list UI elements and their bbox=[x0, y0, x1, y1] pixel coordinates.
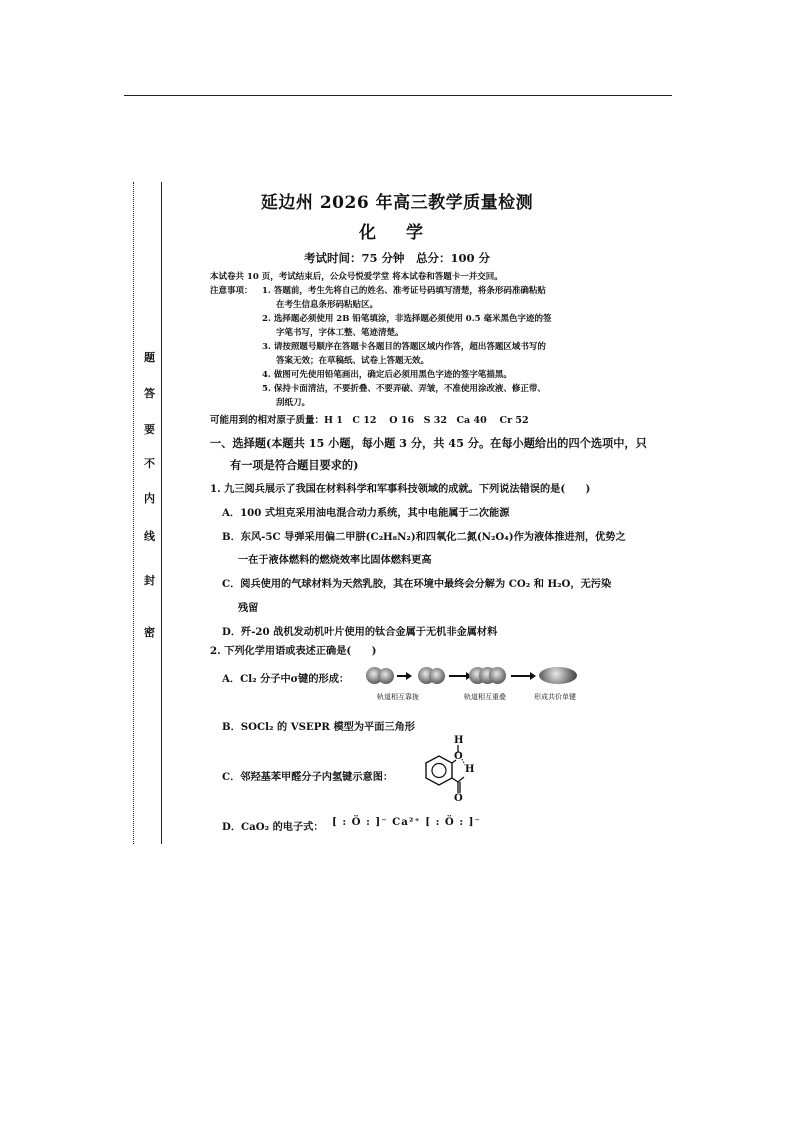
atom-o-aldehyde: O bbox=[454, 793, 463, 804]
seal-char-1: 密 bbox=[144, 626, 155, 639]
note-line-5: 3. 请按照题号顺序在答题卡各题目的答题区域内作答，超出答题区域书写的 bbox=[262, 342, 546, 352]
caption-bond: 形成共价单键 bbox=[534, 693, 576, 701]
q1-option-b-line2: 一在于液体燃料的燃烧效率比固体燃料更高 bbox=[238, 554, 432, 566]
arrow-right-icon bbox=[511, 675, 531, 677]
q1-option-b-line1: B．东风-5C 导弹采用偏二甲肼(C₂H₈N₂)和四氧化二氮(N₂O₄)作为液体推进剂，优势之 bbox=[222, 531, 626, 543]
seal-char-5: 不 bbox=[144, 457, 155, 470]
orbital-sphere-icon bbox=[429, 668, 445, 684]
q2-option-c: C．邻羟基苯甲醛分子内氢键示意图： bbox=[222, 771, 394, 783]
seal-char-7: 答 bbox=[144, 387, 155, 400]
section-heading-line-2: 有一项是符合题目要求的) bbox=[230, 458, 359, 472]
q1-stem: 1. 九三阅兵展示了我国在材料科学和军事科技领域的成就。下列说法错误的是( ) bbox=[210, 483, 591, 495]
q1-option-c-line2: 残留 bbox=[238, 602, 259, 614]
note-line-3: 2. 选择题必须使用 2B 铅笔填涂，非选择题必须使用 0.5 毫米黑色字迹的签 bbox=[262, 314, 552, 324]
intro-note: 本试卷共 10 页，考试结束后，公众号悦爱学堂 将本试卷和答题卡一并交回。 bbox=[210, 272, 503, 282]
arrow-right-icon bbox=[449, 675, 467, 677]
note-line-7: 4. 做图可先使用铅笔画出，确定后必须用黑色字迹的签字笔描黑。 bbox=[262, 370, 512, 380]
seal-char-2: 封 bbox=[144, 574, 155, 587]
benzene-ring-icon bbox=[414, 737, 484, 813]
seal-char-4: 内 bbox=[144, 492, 155, 505]
q1-option-a: A．100 式坦克采用油电混合动力系统，其中电能属于二次能源 bbox=[222, 507, 510, 519]
note-line-6: 答案无效；在草稿纸、试卷上答题无效。 bbox=[276, 356, 430, 366]
note-line-8: 5. 保持卡面清洁，不要折叠、不要弄破、弄皱，不准使用涂改液、修正带、 bbox=[262, 384, 546, 394]
exam-title: 延边州 2026 年高三教学质量检测 bbox=[260, 193, 534, 213]
binding-margin bbox=[133, 182, 163, 844]
q1-option-c-line1: C．阅兵使用的气球材料为天然乳胶，其在环境中最终会分解为 CO₂ 和 H₂O，无污染 bbox=[222, 578, 612, 590]
binding-solid-line bbox=[161, 182, 162, 844]
seal-char-6: 要 bbox=[144, 423, 155, 436]
atom-h-aldehyde: H bbox=[465, 764, 475, 775]
exam-info: 考试时间：75 分钟 总分：100 分 bbox=[303, 251, 490, 265]
atomic-masses: 可能用到的相对原子质量：H 1 C 12 O 16 S 32 Ca 40 Cr 52 bbox=[210, 415, 529, 426]
binding-dotted-line bbox=[133, 182, 134, 844]
bond-orbital-icon bbox=[539, 667, 577, 684]
atom-o-hydroxyl: O bbox=[454, 751, 463, 762]
atom-h-top: H bbox=[454, 735, 464, 746]
note-line-4: 字笔书写，字体工整、笔迹清楚。 bbox=[276, 328, 404, 338]
arrow-right-icon bbox=[397, 675, 407, 677]
q2-option-b: B．SOCl₂ 的 VSEPR 模型为平面三角形 bbox=[222, 721, 415, 733]
subject-title: 化 学 bbox=[359, 223, 435, 243]
q2-option-a: A．Cl₂ 分子中σ键的形成： bbox=[222, 673, 350, 685]
note-line-9: 刮纸刀。 bbox=[276, 398, 311, 408]
salicylaldehyde-structure bbox=[414, 737, 484, 813]
cao2-electron-formula: [ : Ö : ]⁻ Ca²⁺ [ : Ö : ]⁻ bbox=[332, 816, 481, 828]
orbital-sphere-icon bbox=[489, 667, 506, 684]
top-rule bbox=[124, 95, 672, 96]
q2-option-d: D．CaO₂ 的电子式： bbox=[222, 821, 324, 833]
caption-approach: 轨道相互靠拢 bbox=[377, 693, 419, 701]
q2-stem: 2. 下列化学用语或表述正确是( ) bbox=[210, 645, 377, 657]
seal-char-3: 线 bbox=[144, 530, 155, 543]
notes-label: 注意事项： bbox=[210, 286, 253, 296]
note-line-2: 在考生信息条形码粘贴区。 bbox=[276, 300, 379, 310]
note-line-1: 1. 答题前，考生先将自己的姓名、准考证号码填写清楚，将条形码准确粘贴 bbox=[262, 286, 546, 296]
seal-char-8: 题 bbox=[144, 351, 155, 364]
caption-overlap: 轨道相互重叠 bbox=[464, 693, 506, 701]
section-heading-line-1: 一、选择题(本题共 15 小题，每小题 3 分，共 45 分。在每小题给出的四个选项中，只 bbox=[210, 436, 647, 450]
orbital-sphere-icon bbox=[378, 668, 394, 684]
q1-option-d: D．歼-20 战机发动机叶片使用的钛合金属于无机非金属材料 bbox=[222, 626, 498, 638]
